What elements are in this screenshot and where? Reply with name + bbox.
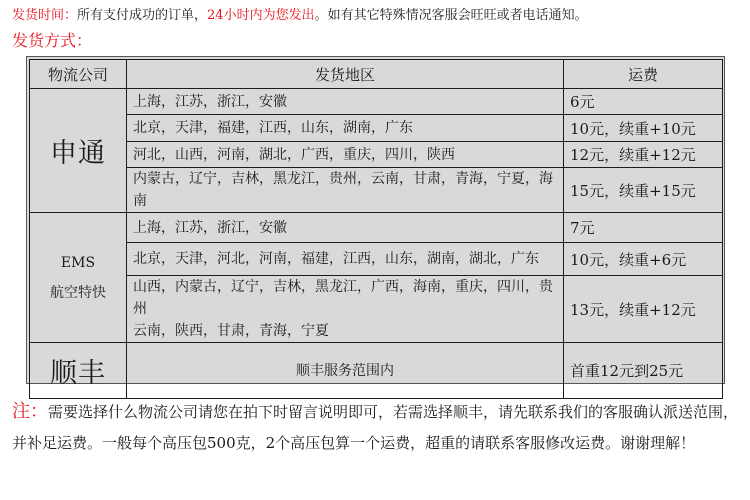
fee-cell: 首重12元到25元 [564,343,723,399]
shipping-time-text-b: 。如有其它特殊情况客服会旺旺或者电话通知。 [314,8,588,23]
region-cell: 北京，天津，福建，江西，山东，湖南，广东 [127,115,564,142]
fee-cell: 10元，续重+6元 [564,243,723,276]
shipping-table-panel [26,56,725,389]
shipping-time-highlight: 24小时内为您发出 [207,8,315,23]
region-cell: 北京，天津，河北，河南，福建，江西，山东，湖南，湖北，广东 [127,243,564,276]
region-line: 云南，陕西，甘肃，青海，宁夏 [133,323,329,339]
table-header-row [30,60,723,89]
table-row [30,142,723,168]
note-text: 需要选择什么物流公司请您在拍下时留言说明即可，若需选择顺丰，请先联系我们的客服确认派送范围，并补足运费。一般每个高压包500克，2个高压包算一个运费，超重的请联系客服修改运费。谢谢理解！ [12,403,739,452]
shipping-table [29,59,723,399]
header-carrier: 物流公司 [30,60,127,89]
region-cell: 上海，江苏，浙江，安徽 [127,89,564,115]
table-row [30,343,723,399]
header-fee: 运费 [564,60,723,89]
shipping-method-title: 发货方式： [12,31,93,50]
region-line: 山西，内蒙古，辽宁，吉林，黑龙江，广西，海南，重庆，四川，贵州 [133,279,553,317]
carrier-sto-label: 申通 [50,138,106,169]
table-row [30,115,723,142]
table-row [30,276,723,343]
fee-cell: 10元，续重+10元 [564,115,723,142]
table-row [30,243,723,276]
region-cell: 顺丰服务范围内 [127,343,564,399]
carrier-ems [30,213,127,343]
fee-cell: 15元，续重+15元 [564,168,723,213]
region-cell: 内蒙古，辽宁，吉林，黑龙江，贵州，云南，甘肃，青海，宁夏，海南 [127,168,564,213]
table-row [30,89,723,115]
carrier-sf-label: 顺丰 [50,358,106,389]
fee-cell: 12元，续重+12元 [564,142,723,168]
header-region: 发货地区 [127,60,564,89]
region-cell [127,276,564,343]
carrier-sto [30,89,127,213]
table-row [30,213,723,243]
fee-cell: 6元 [564,89,723,115]
fee-cell: 7元 [564,213,723,243]
carrier-sf [30,343,127,399]
carrier-ems-label: EMS [60,254,96,271]
note-paragraph [12,396,742,459]
region-cell: 上海，江苏，浙江，安徽 [127,213,564,243]
note-label: 注： [12,401,48,422]
shipping-time-text-a: 所有支付成功的订单， [77,8,208,23]
shipping-time-label: 发货时间： [12,8,78,23]
region-cell: 河北，山西，河南，湖北，广西，重庆，四川，陕西 [127,142,564,168]
carrier-ems-sublabel: 航空特快 [50,284,106,301]
table-row [30,168,723,213]
fee-cell: 13元，续重+12元 [564,276,723,343]
shipping-time-line [12,7,588,25]
